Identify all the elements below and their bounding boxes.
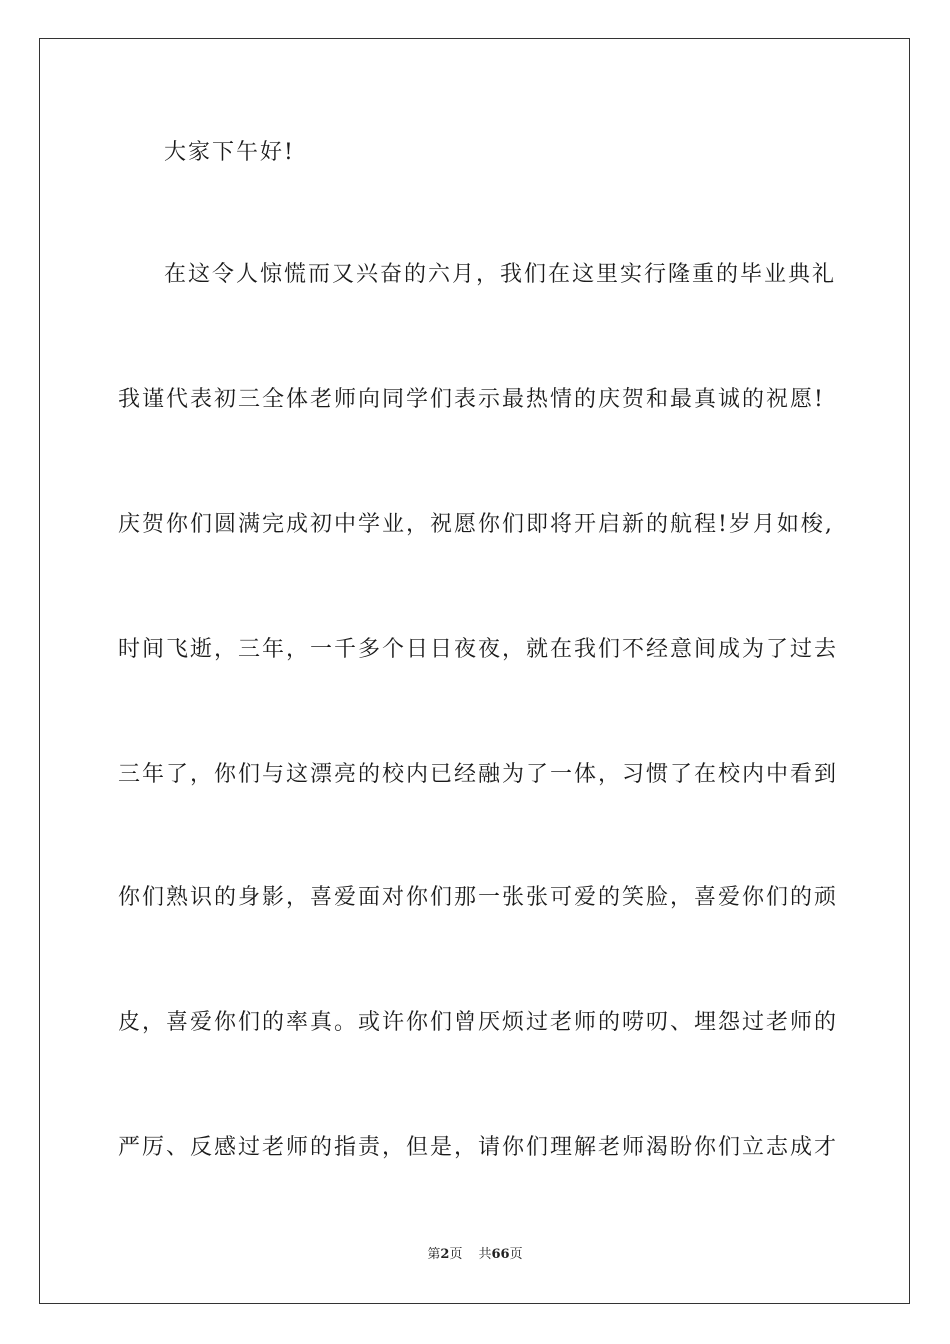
page-border	[39, 38, 910, 1304]
footer-page-prefix: 第	[427, 1247, 441, 1262]
footer-total-suffix: 页	[509, 1247, 523, 1262]
paragraph-line: 你们熟识的身影，喜爱面对你们那一张张可爱的笑脸，喜爱你们的顽	[118, 885, 839, 910]
footer-page-suffix: 页	[449, 1247, 463, 1262]
footer-total-pages: 66	[491, 1247, 510, 1262]
paragraph-line: 三年了，你们与这漂亮的校内已经融为了一体，习惯了在校内中看到	[118, 762, 839, 787]
footer-page-number: 2	[440, 1247, 450, 1262]
paragraph-line: 时间飞逝，三年，一千多个日日夜夜，就在我们不经意间成为了过去	[118, 637, 839, 662]
page-footer	[0, 1247, 950, 1263]
paragraph-line: 皮，喜爱你们的率真。或许你们曾厌烦过老师的唠叨、埋怨过老师的	[118, 1010, 839, 1035]
greeting-line: 大家下午好!	[164, 140, 295, 165]
paragraph-line: 在这令人惊慌而又兴奋的六月，我们在这里实行隆重的毕业典礼	[164, 262, 837, 287]
footer-total-prefix: 共	[478, 1247, 492, 1262]
paragraph-line: 严厉、反感过老师的指责，但是，请你们理解老师渴盼你们立志成才	[118, 1135, 839, 1160]
paragraph-line: 我谨代表初三全体老师向同学们表示最热情的庆贺和最真诚的祝愿!	[118, 387, 825, 412]
paragraph-line: 庆贺你们圆满完成初中学业，祝愿你们即将开启新的航程!岁月如梭,	[118, 512, 834, 537]
